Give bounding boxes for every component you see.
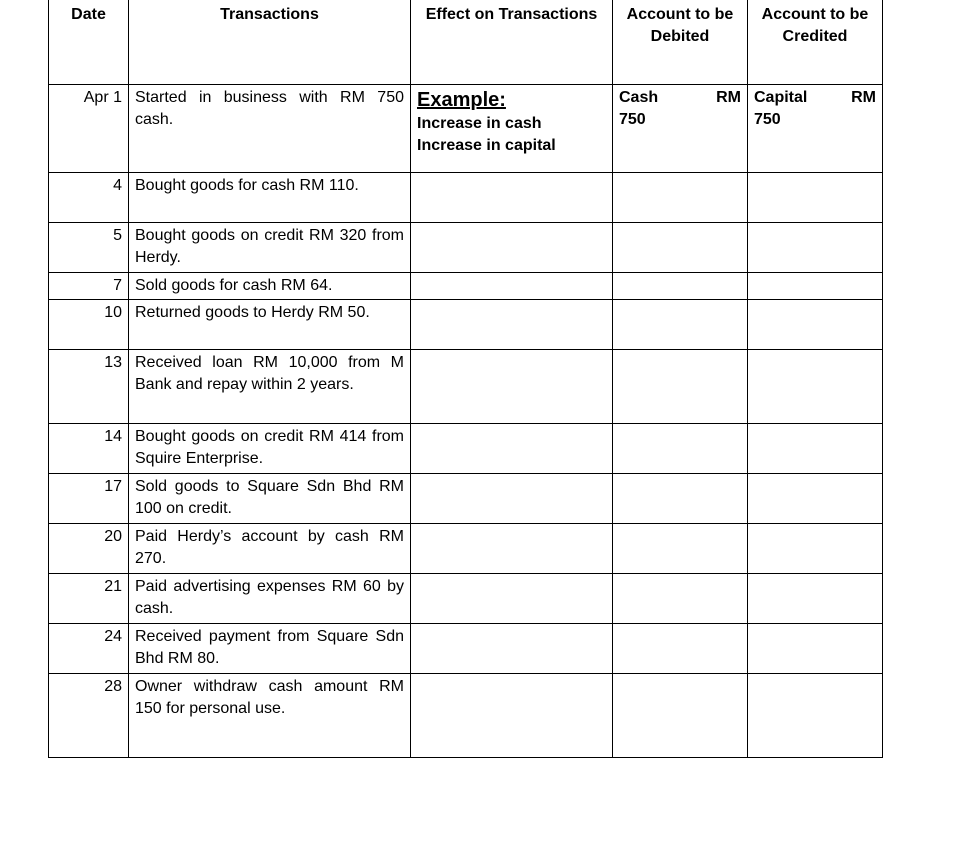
credit-amount: 750 (754, 110, 781, 128)
row-credit-cell (748, 272, 883, 299)
row-credit-cell (748, 222, 883, 272)
example-credit (748, 84, 883, 172)
row-date: 13 (49, 349, 129, 423)
row-date: 10 (49, 299, 129, 349)
row-date: 14 (49, 423, 129, 473)
example-line-2: Increase in capital (417, 136, 556, 154)
example-title: Example: (417, 88, 506, 111)
row-debit-cell (613, 473, 748, 523)
row-effect-cell (411, 272, 613, 299)
row-date: 21 (49, 573, 129, 623)
row-debit-cell (613, 272, 748, 299)
row-date: 4 (49, 172, 129, 222)
header-effect: Effect on Transactions (411, 0, 613, 84)
table-row (49, 172, 883, 222)
table-row (49, 272, 883, 299)
row-transaction: Owner withdraw cash amount RM 150 for personal use. (129, 673, 411, 757)
table-row (49, 299, 883, 349)
row-transaction: Received loan RM 10,000 from M Bank and repay within 2 years. (129, 349, 411, 423)
row-debit-cell (613, 523, 748, 573)
row-transaction: Paid Herdy’s account by cash RM 270. (129, 523, 411, 573)
row-transaction: Sold goods to Square Sdn Bhd RM 100 on credit. (129, 473, 411, 523)
row-effect-cell (411, 473, 613, 523)
row-credit-cell (748, 473, 883, 523)
row-effect-cell (411, 673, 613, 757)
debit-account-name: Cash (619, 88, 659, 106)
row-date: 28 (49, 673, 129, 757)
row-date: 20 (49, 523, 129, 573)
row-debit-cell (613, 299, 748, 349)
row-credit-cell (748, 172, 883, 222)
row-effect-cell (411, 573, 613, 623)
row-credit-cell (748, 623, 883, 673)
debit-amount: 750 (619, 110, 646, 128)
table-row (49, 573, 883, 623)
row-transaction: Bought goods for cash RM 110. (129, 172, 411, 222)
row-effect-cell (411, 349, 613, 423)
table-row (49, 623, 883, 673)
row-credit-cell (748, 523, 883, 573)
row-debit-cell (613, 623, 748, 673)
row-debit-cell (613, 573, 748, 623)
row-transaction: Bought goods on credit RM 414 from Squire Enterprise. (129, 423, 411, 473)
row-transaction: Paid advertising expenses RM 60 by cash. (129, 573, 411, 623)
transactions-table (48, 0, 883, 758)
row-debit-cell (613, 172, 748, 222)
table-row (49, 473, 883, 523)
row-effect-cell (411, 623, 613, 673)
row-debit-cell (613, 222, 748, 272)
row-date: 17 (49, 473, 129, 523)
row-credit-cell (748, 573, 883, 623)
credit-currency: RM (851, 88, 876, 106)
row-debit-cell (613, 349, 748, 423)
row-credit-cell (748, 423, 883, 473)
table-row (49, 222, 883, 272)
row-effect-cell (411, 172, 613, 222)
row-transaction: Received payment from Square Sdn Bhd RM 80. (129, 623, 411, 673)
row-credit-cell (748, 299, 883, 349)
header-row (49, 0, 883, 84)
table-row (49, 523, 883, 573)
credit-account-name: Capital (754, 88, 808, 106)
row-debit-cell (613, 423, 748, 473)
row-effect-cell (411, 299, 613, 349)
row-effect-cell (411, 423, 613, 473)
example-effect (411, 84, 613, 172)
example-debit (613, 84, 748, 172)
header-debit: Account to be Debited (613, 0, 748, 84)
header-credit: Account to be Credited (748, 0, 883, 84)
row-effect-cell (411, 222, 613, 272)
row-debit-cell (613, 673, 748, 757)
header-transactions: Transactions (129, 0, 411, 84)
table-row (49, 673, 883, 757)
row-date: 7 (49, 272, 129, 299)
debit-currency: RM (716, 88, 741, 106)
row-transaction: Started in business with RM 750 cash. (129, 84, 411, 172)
table-row (49, 349, 883, 423)
row-transaction: Returned goods to Herdy RM 50. (129, 299, 411, 349)
row-date: 5 (49, 222, 129, 272)
example-line-1: Increase in cash (417, 114, 542, 132)
row-transaction: Bought goods on credit RM 320 from Herdy. (129, 222, 411, 272)
row-effect-cell (411, 523, 613, 573)
row-credit-cell (748, 673, 883, 757)
header-date: Date (49, 0, 129, 84)
table-row (49, 423, 883, 473)
row-transaction: Sold goods for cash RM 64. (129, 272, 411, 299)
row-date: 24 (49, 623, 129, 673)
row-date: Apr 1 (49, 84, 129, 172)
row-credit-cell (748, 349, 883, 423)
table-row (49, 84, 883, 172)
